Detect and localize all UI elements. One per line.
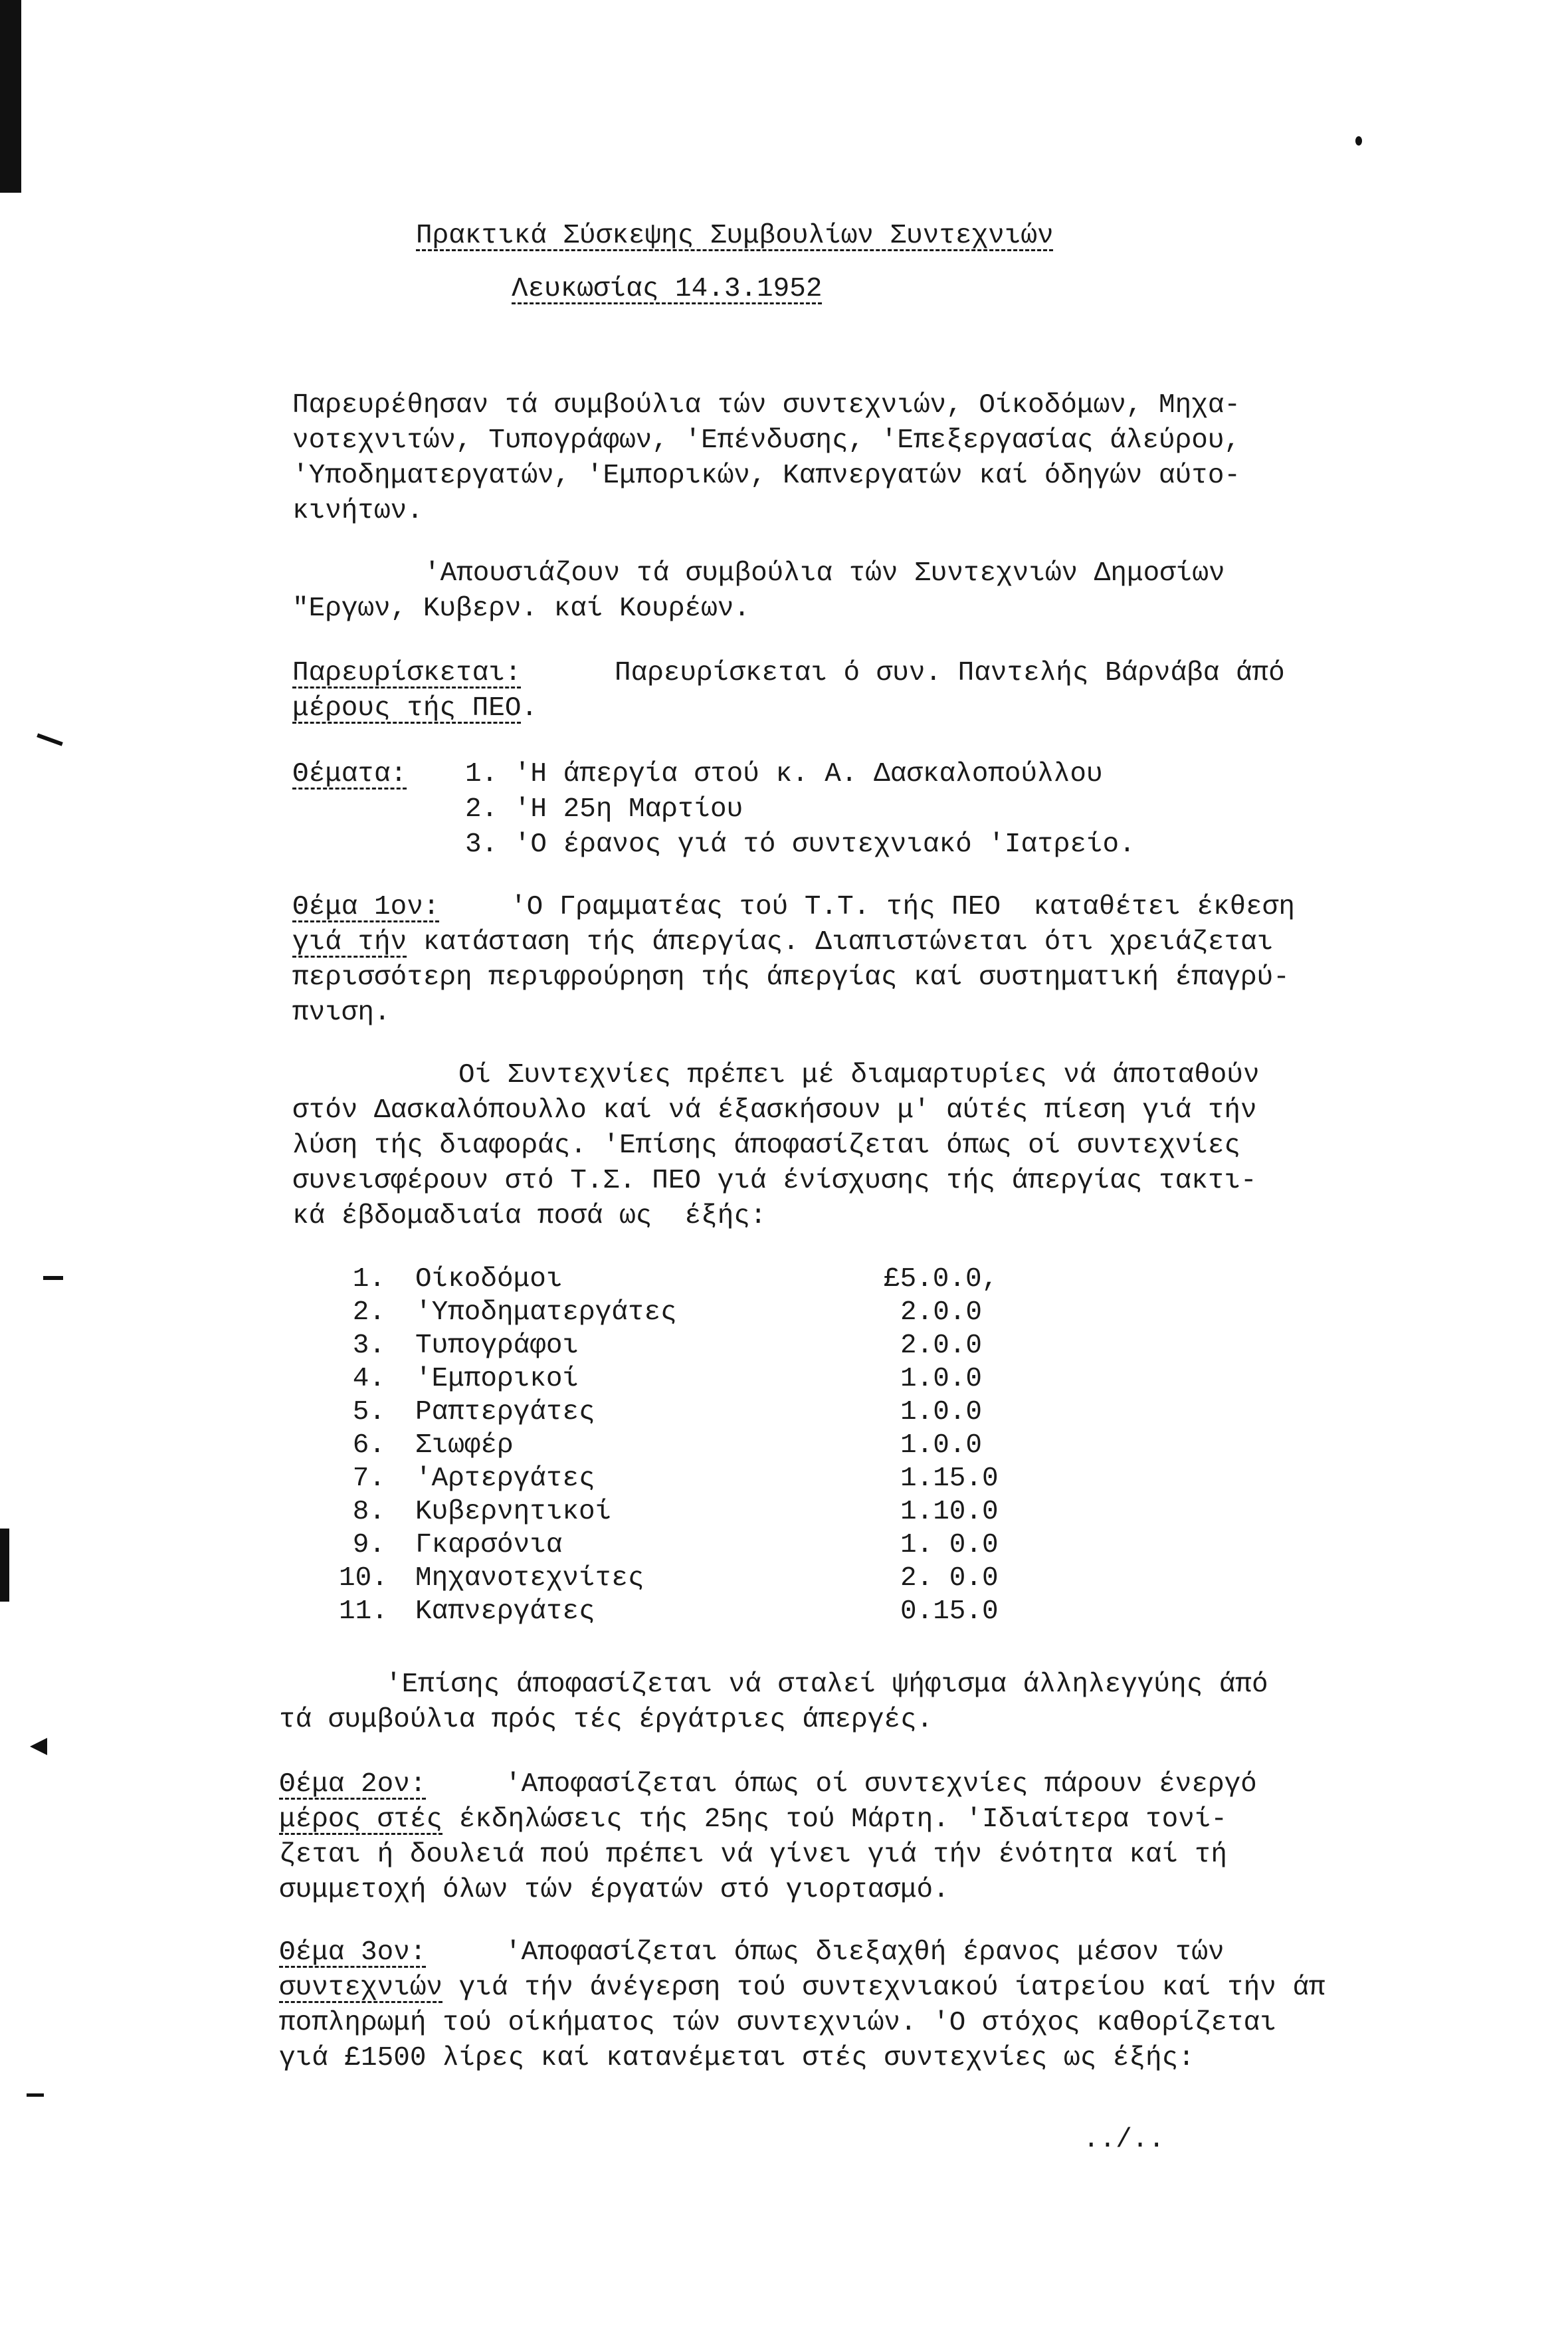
topic3-line-2-underlined: συντεχνιών [279,1972,443,2003]
union-name: Γκαρσόνια [415,1530,563,1560]
row-number: 3. [352,1330,385,1361]
union-name: Οίκοδόμοι [415,1264,563,1295]
topics-label: Θέματα: [292,759,407,790]
document-title: Πρακτικά Σύσκεψης Συμβουλίων Συντεχνιών [416,221,1054,251]
row-number: 6. [352,1430,385,1461]
topic1-para2-line-4: συνεισφέρουν στό Τ.Σ. ΠΕΟ γιά ένίσχυσης τής άπεργίας τακτι- [292,1166,1257,1196]
row-number: 4. [352,1364,385,1394]
scan-margin-tick-3 [30,1738,47,1755]
union-name: 'Εμπορικοί [415,1364,579,1394]
present-line-2-end: . [521,693,538,724]
scan-margin-mark-top [0,0,21,193]
scan-margin-tick-2 [43,1276,63,1280]
scan-margin-tick-4 [27,2093,44,2097]
weekly-amount: 1.0.0 [900,1430,983,1461]
union-name: Καπνεργάτες [415,1596,595,1627]
union-name: Ραπτεργάτες [415,1397,595,1428]
weekly-amount: 2. 0.0 [900,1563,999,1594]
topic2-line-1: 'Αποφασίζεται όπως οί συντεχνίες πάρουν ένεργό [505,1769,1257,1800]
topic3-line-3: ποπληρωμή τού οίκήματος τών συντεχνιών. 'Ο στόχος καθορίζεται [279,2008,1276,2038]
scan-margin-mark-mid [0,1529,9,1602]
present-label: Παρευρίσκεται: [292,658,522,689]
union-name: 'Υποδηματεργάτες [415,1297,677,1328]
union-name: 'Αρτεργάτες [415,1463,595,1494]
weekly-amount: 0.15.0 [900,1596,999,1627]
topic1-line-3: περισσότερη περιφρούρηση τής άπεργίας καί συστηματική έπαγρύ- [292,962,1290,993]
topic3-line-1: 'Αποφασίζεται όπως διεξαχθή έρανος μέσον τών [505,1937,1225,1968]
topic-item-2: 2. 'Η 25η Μαρτίου [465,794,743,825]
present-line-2 [292,695,538,722]
topic1-line-2 [292,929,1273,956]
row-number: 9. [352,1530,385,1560]
absent-line-2: "Εργων, Κυβερν. καί Κουρέων. [292,593,750,624]
attendance-line-4: κινήτων. [292,496,423,526]
scan-speck [1355,136,1362,146]
solidarity-line-1: 'Επίσης άποφασίζεται νά σταλεί ψήφισμα άλληλεγγύης άπό [385,1669,1268,1700]
topic2-line-3: ζεται ή δουλειά πού πρέπει νά γίνει γιά τήν ένότητα καί τή [279,1840,1228,1870]
topic1-line-1: 'Ο Γραμματέας τού Τ.Τ. τής ΠΕΟ καταθέτει έκθεση [510,892,1295,922]
topic1-line-2-underlined: γιά τήν [292,927,407,958]
topic2-line-2 [279,1806,1227,1834]
absent-line-1: 'Απουσιάζουν τά συμβούλια τών Συντεχνιών Δημοσίων [424,558,1225,589]
topic1-para2-line-3: λύση τής διαφοράς. 'Επίσης άποφασίζεται όπως οί συντεχνίες [292,1130,1241,1161]
scan-margin-tick-1 [37,733,63,746]
topic1-para2-line-5: κά έβδομαδιαία ποσά ως έξής: [292,1201,767,1231]
weekly-amount: 2.0.0 [900,1330,983,1361]
row-number: 5. [352,1397,385,1428]
topic1-para2-line-1: Οί Συντεχνίες πρέπει μέ διαμαρτυρίες νά άποταθούν [458,1060,1260,1091]
solidarity-line-2: τά συμβούλια πρός τές έργάτριες άπεργές. [279,1705,933,1735]
present-line-1: Παρευρίσκεται ό συν. Παντελής Βάρνάβα άπό [615,658,1285,689]
topic1-label: Θέμα 1ον: [292,892,440,922]
topic3-label: Θέμα 3ον: [279,1937,427,1968]
weekly-amount: 2.0.0 [900,1297,983,1328]
union-name: Μηχανοτεχνίτες [415,1563,644,1594]
row-number: 2. [352,1297,385,1328]
topic-item-3: 3. 'Ο έρανος γιά τό συντεχνιακό 'Ιατρείο. [465,829,1135,860]
attendance-line-1: Παρευρέθησαν τά συμβούλια τών συντεχνιών, Οίκοδόμων, Μηχα- [292,390,1241,421]
topic3-line-2-rest: γιά τήν άνέγερση τού συντεχνιακού ίατρείου καί τήν άπ [442,1972,1325,2003]
attendance-line-2: νοτεχνιτών, Τυπογράφων, 'Επένδυσης, 'Επεξεργασίας άλεύρου, [292,425,1241,456]
row-number: 11. [339,1596,388,1627]
document-subtitle-date: Λευκωσίας 14.3.1952 [512,274,823,304]
row-number: 7. [352,1463,385,1494]
topic2-label: Θέμα 2ον: [279,1769,427,1800]
union-name: Κυβερνητικοί [415,1497,612,1527]
row-number: 8. [352,1497,385,1527]
topic1-line-4: πνιση. [292,998,391,1028]
present-line-2-underlined: μέρους τής ΠΕΟ [292,693,522,724]
attendance-line-3: 'Υποδηματεργατών, 'Εμπορικών, Καπνεργατών καί όδηγών αύτο- [292,461,1241,491]
weekly-amount: 1.0.0 [900,1364,983,1394]
topic-item-1: 1. 'Η άπεργία στού κ. Α. Δασκαλοπούλλου [465,759,1103,790]
weekly-amount: £5.0.0, [884,1264,999,1295]
union-name: Σιωφέρ [415,1430,514,1461]
topic1-para2-line-2: στόν Δασκαλόπουλλο καί νά έξασκήσουν μ' αύτές πίεση γιά τήν [292,1095,1257,1126]
union-name: Τυπογράφοι [415,1330,579,1361]
topic3-line-2 [279,1974,1325,2002]
topic2-line-2-underlined: μέρος στές [279,1804,443,1835]
weekly-amount: 1.15.0 [900,1463,999,1494]
topic1-line-2-rest: κατάσταση τής άπεργίας. Διαπιστώνεται ότι χρειάζεται [407,927,1274,958]
weekly-amount: 1.0.0 [900,1397,983,1428]
weekly-amount: 1. 0.0 [900,1530,999,1560]
weekly-amount: 1.10.0 [900,1497,999,1527]
topic2-line-2-rest: έκδηλώσεις τής 25ης τού Μάρτη. 'Ιδιαίτερα τονί- [442,1804,1228,1835]
continuation-mark: ../.. [1083,2125,1165,2155]
topic3-line-4: γιά £1500 λίρες καί κατανέμεται στές συντεχνίες ως έξής: [279,2043,1195,2073]
row-number: 1. [352,1264,385,1295]
row-number: 10. [339,1563,388,1594]
topic2-line-4: συμμετοχή όλων τών έργατών στό γιορτασμό. [279,1875,949,1905]
